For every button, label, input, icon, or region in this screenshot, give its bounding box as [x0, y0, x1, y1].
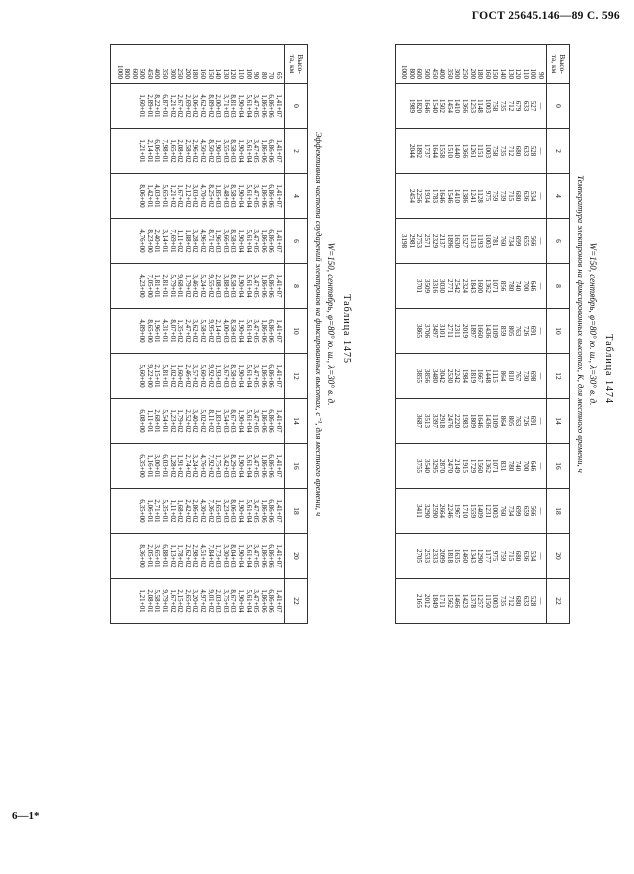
- hour-header: 22: [285, 579, 308, 624]
- value-column: [395, 534, 546, 579]
- hour-header: 12: [547, 354, 570, 399]
- hour-header: 0: [285, 84, 308, 129]
- header-row: [285, 45, 308, 624]
- values-list: 1,41+07 6,86+06 1,86+06 3,47+05 5,61+04 1,90+04 8,04+03 3,30+03 1,73+03 7,84+02 4,51+02 2,98+02 2,62+02 1,78+02 1,13+02 6,88+01 3,65+01 2,05+01 8,36+00: [138, 544, 283, 568]
- value-column: [110, 264, 284, 309]
- height-column: [110, 45, 284, 84]
- hour-header: 10: [547, 309, 570, 354]
- values-list: — 691 726 763 805 859 1109 1436 1660 1897 2019 2311 2711 3101 3497 3706 3865: [415, 324, 545, 338]
- hour-header: 6: [547, 219, 570, 264]
- hour-header: 14: [285, 399, 308, 444]
- height-header: Высо- та, км: [547, 45, 570, 84]
- hour-header: 14: [547, 399, 570, 444]
- value-column: [110, 579, 284, 624]
- hour-header: 8: [547, 264, 570, 309]
- values-list: 1,41+07 6,86+06 1,86+06 3,47+05 5,61+04 1,90+04 8,06+03 3,23+03 1,65+03 7,36+02 4,30+02 2,86+02 2,42+02 1,68+02 1,11+02 5,35+01 2,71+01 1,06+01 6,35+00: [138, 499, 283, 523]
- hour-header: 18: [547, 489, 570, 534]
- page-footer: 6—1*: [12, 810, 40, 822]
- value-column: [395, 444, 546, 489]
- hour-header: 10: [285, 309, 308, 354]
- heights-list: 65 70 80 90 100 110 120 130 140 150 160 180 200 250 300 350 400 450 500 600 800 1000: [115, 65, 283, 79]
- hour-header: 12: [285, 354, 308, 399]
- hour-header: 4: [285, 174, 308, 219]
- values-list: 1,41+07 6,86+06 1,86+06 3,47+05 5,61+04 1,90+04 8,58+03 3,67+03 1,93+03 9,92+02 5,60+02 3,57+02 2,46+02 1,60+02 1,02+02 5,81+01 2,15+01 9,22+00 5,60+00: [138, 364, 283, 388]
- values-list: — 566 659 699 734 760 1003 1231 1409 1559 1710 1967 2246 2664 2590 3290 3411: [415, 504, 545, 518]
- values-list: — 646 700 740 780 856 1071 1362 1600 1843 2324 2542 2771 3030 3316 3509 3701: [415, 279, 545, 293]
- table-caption: Температура электронов на фиксированных высотах, К, для местного времени, ч: [576, 175, 586, 473]
- values-list: — 534 636 680 715 739 759 975 1128 1241 1386 1410 1546 1646 1783 1934 2256 2454: [407, 189, 545, 203]
- value-column: [110, 129, 284, 174]
- values-list: — 528 633 680 712 735 758 1003 1151 1261 1366 1440 1510 1558 1644 1737 1892 2044: [407, 144, 545, 158]
- hour-header: 16: [547, 444, 570, 489]
- value-column: [395, 309, 546, 354]
- values-list: — 527 633 679 712 735 758 1003 1148 1253 1366 1410 1454 1502 1540 1646 1820 1989: [407, 99, 545, 113]
- value-column: [395, 129, 546, 174]
- header-row: [547, 45, 570, 624]
- value-column: [110, 309, 284, 354]
- hour-header: 4: [547, 174, 570, 219]
- table-body-row: [110, 45, 284, 624]
- hour-header: 20: [547, 534, 570, 579]
- value-column: [395, 399, 546, 444]
- hour-header: 20: [285, 534, 308, 579]
- values-list: — 646 700 740 780 831 1071 1362 1560 1729 1915 2149 2470 2870 3295 3540 3755: [415, 459, 545, 473]
- page-header: ГОСТ 25645.146—89 С. 596: [471, 10, 620, 22]
- data-table: [395, 44, 570, 624]
- values-list: — 528 633 680 712 735 1003 1150 1257 1378 1423 1466 1562 1711 1849 2012 2165: [415, 594, 545, 608]
- hour-header: 16: [285, 444, 308, 489]
- values-list: 1,41+07 6,86+06 1,86+06 3,47+05 5,61+04 1,90+04 8,67+03 3,75+03 2,03+03 9,01+02 4,97+02 3,20+02 2,65+02 2,15+02 1,67+02 9,79+01 5,58+01 2,08+01 1,21+01: [138, 589, 283, 613]
- value-column: [110, 174, 284, 219]
- values-list: — 566 655 699 734 760 781 1003 1193 1313 1527 1630 1896 2137 2329 2571 2753 2981 3198: [400, 234, 545, 248]
- table-conditions: W=150, сентябрь, φ=80° ю. ш., λ=30° в. д.: [326, 242, 336, 406]
- hour-header: 8: [285, 264, 308, 309]
- hour-header: 2: [547, 129, 570, 174]
- values-list: 1,41+07 6,86+06 1,86+06 3,47+05 5,61+04 1,90+04 8,58+03 3,66+03 1,96+03 8,71+02 4,96+02 3,28+02 1,88+02 1,11+02 7,69+01 3,14+01 2,40+01 8,23+00 4,76+00: [138, 229, 283, 253]
- value-column: [110, 534, 284, 579]
- value-column: [395, 579, 546, 624]
- data-table: [110, 44, 308, 624]
- value-column: [110, 489, 284, 534]
- hour-header: 18: [285, 489, 308, 534]
- heights-list: 90 100 110 120 130 140 150 160 180 200 250 300 350 400 450 500 600 800 1000: [400, 65, 545, 79]
- value-column: [395, 84, 546, 129]
- value-column: [110, 354, 284, 399]
- value-column: [110, 444, 284, 489]
- value-column: [395, 489, 546, 534]
- value-column: [110, 219, 284, 264]
- hour-header: 6: [285, 219, 308, 264]
- height-column: [395, 45, 546, 84]
- values-list: 1,41+07 6,86+06 1,86+06 3,47+05 5,61+04 1,90+04 8,58+03 3,55+03 1,90+03 8,50+02 4,50+02 2,96+02 2,58+02 2,08+02 1,65+02 7,98+01 6,06+01 2,14+01 1,21+01: [138, 139, 283, 163]
- values-list: 1,41+07 6,86+06 1,86+06 3,47+05 5,61+04 1,90+04 8,81+03 3,71+03 2,00+03 8,89+02 4,62+02 3,06+02 2,69+02 2,67+02 1,21+02 6,87+01 8,22+01 2,89+01 1,60+01: [138, 94, 283, 118]
- height-header: Высо- та, км: [285, 45, 308, 84]
- value-column: [110, 399, 284, 444]
- table-conditions: W=150, сентябрь, φ=80° ю. ш., λ=30° в. д.: [588, 242, 598, 406]
- table-body-row: [395, 45, 546, 624]
- hour-header: 2: [285, 129, 308, 174]
- value-column: [395, 174, 546, 219]
- table-caption: Эффективная частота соударений электронов на фиксированных высотах, с⁻¹, для местного времени, ч: [314, 131, 324, 517]
- values-list: 1,41+07 6,86+06 1,86+06 3,47+05 5,61+04 1,90+04 8,29+03 3,42+03 1,75+03 7,92+02 4,76+02 3,24+02 2,74+02 1,91+02 1,28+02 6,03+01 3,00+01 1,16+01 6,35+00: [138, 454, 283, 478]
- values-list: 1,41+07 6,86+06 1,86+06 3,47+05 5,61+04 1,90+04 8,58+03 4,00+03 2,14+03 9,95+02 5,58+02 3,62+02 2,47+02 1,35+02 8,07+01 4,31+01 1,96+01 8,65+00 4,89+00: [138, 319, 283, 343]
- table-number: Таблица 1474: [603, 334, 614, 404]
- values-list: — 534 636 680 715 759 975 1177 1290 1343 1460 1635 1818 2099 2333 2533 2705: [415, 549, 545, 563]
- hour-header: 22: [547, 579, 570, 624]
- table-1475-block: [0, 44, 352, 613]
- value-column: [110, 84, 284, 129]
- values-list: 1,41+07 6,86+06 1,86+06 3,47+05 5,61+04 1,90+04 8,67+03 3,54+03 1,83+03 8,11+02 5,02+02 3,40+02 2,52+02 1,79+02 1,23+02 5,54+01 2,68+01 1,11+01 6,08+00: [138, 409, 283, 433]
- value-column: [395, 219, 546, 264]
- values-list: 1,41+07 6,86+06 1,86+06 3,47+05 5,61+04 1,90+04 8,58+03 3,88+03 2,08+03 9,55+02 5,24+02 3,46+02 1,79+02 9,68+01 5,79+01 2,81+01 1,81+01 7,05+00 4,23+00: [138, 274, 283, 298]
- value-column: [395, 354, 546, 399]
- values-list: — 691 726 763 805 864 1109 1436 1646 1809 1983 2220 2476 2918 3397 3513 3687: [415, 414, 545, 428]
- hour-header: 0: [547, 84, 570, 129]
- values-list: 1,41+07 6,86+06 1,86+06 3,47+05 5,61+04 1,90+04 8,58+03 3,48+03 1,85+03 8,25+02 4,70+02 3,03+02 2,12+02 1,67+02 1,21+02 5,65+01 4,03+01 1,42+01 8,06+00: [138, 184, 283, 208]
- value-column: [395, 264, 546, 309]
- table-number: Таблица 1475: [341, 294, 352, 364]
- values-list: — 698 730 767 810 864 1115 1448 1667 1819 1984 2242 2530 3042 3480 3856 3855: [415, 369, 545, 383]
